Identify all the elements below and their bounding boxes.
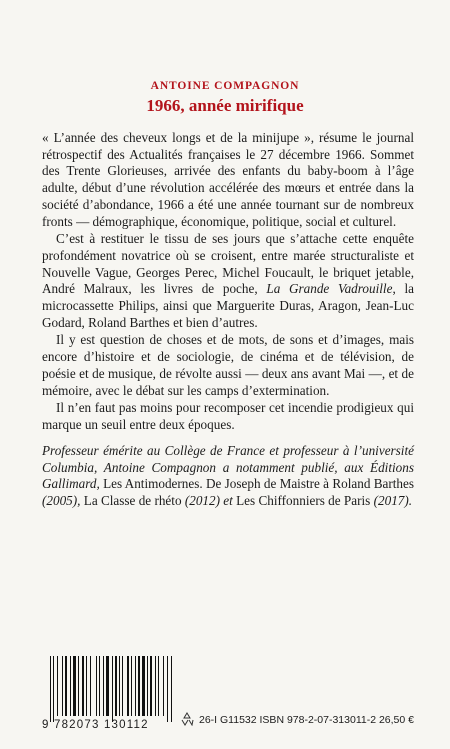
blurb-paragraph-1: « L’année des cheveux longs et de la minijupe », résume le journal rétrospectif des Actualités françaises le 27 décembre 1966. Sommet des Trente Glorieuses, arrivée des enfants du baby-boom à l’âge adulte, début d’une révolution accélérée des mœurs et entrée dans la société d’abondance, 1966 a été une année tournant sur de nombreux fronts — démographique, économique, politique, social et culturel.	[42, 130, 414, 229]
book-title: 1966, année mirifique	[146, 96, 304, 115]
author-bio	[42, 443, 414, 511]
bio-year-1: (2005),	[42, 493, 84, 509]
barcode-bar	[65, 656, 67, 716]
barcode-bar	[147, 656, 148, 716]
blurb-paragraph-4: Il n’en faut pas moins pour recomposer cet incendie prodigieux qui marque un seuil entre deux époques.	[42, 400, 414, 432]
barcode-bar	[115, 656, 117, 716]
barcode-bar	[135, 656, 136, 716]
blurb-paragraph-2	[42, 231, 414, 331]
bio-book-3: La Classe de rhéto	[83, 493, 182, 509]
barcode-bar	[70, 656, 71, 716]
blurb-paragraph-2-text-end: , la microcassette Philips, ainsi que Marguerite Duras, Aragon, Jean-Luc Godard, Roland Barthes et bien d’autres.	[42, 281, 414, 330]
barcode-bar	[131, 656, 132, 716]
barcode-bar	[112, 656, 113, 722]
bio-book-4: Les Chiffonniers de Paris	[236, 493, 371, 509]
barcode-bar	[142, 656, 145, 716]
bio-intro: Professeur émérite au Collège de France et professeur à l’université Columbia, Antoine Compagnon a notamment publié, aux Éditions Gallimard,	[42, 443, 414, 492]
barcode-bar	[50, 656, 51, 722]
film-title: La Grande Vadrouille	[266, 281, 393, 297]
blurb	[42, 130, 414, 435]
barcode-bar	[127, 656, 129, 716]
author-bio-paragraph	[42, 443, 414, 510]
price: 26,50 €	[378, 714, 414, 726]
barcode-bar	[57, 656, 58, 716]
barcode-bar	[62, 656, 63, 716]
barcode-bar	[119, 656, 120, 716]
barcode-bar	[167, 656, 168, 722]
barcode-bar	[90, 656, 92, 716]
barcode-bar	[82, 656, 84, 716]
barcode-number: 9 782073 130112	[42, 719, 149, 731]
bio-separator: .	[199, 476, 206, 492]
isbn-barcode	[42, 656, 176, 732]
barcode-bar	[96, 656, 97, 716]
bio-book-1: Les Antimodernes	[103, 476, 200, 492]
product-code: 26-I G11532 ISBN 978-2-07-313011-2	[199, 714, 377, 726]
barcode-bar	[138, 656, 140, 716]
barcode-bar	[106, 656, 109, 716]
barcode-bar	[171, 656, 172, 722]
recycle-icon	[180, 712, 194, 726]
barcode-bar	[150, 656, 152, 716]
bio-year-2: (2012) et	[181, 493, 237, 509]
barcode-bar	[78, 656, 79, 716]
barcode-bar	[122, 656, 123, 716]
bio-book-2: De Joseph de Maistre à Roland Barthes	[205, 476, 415, 492]
barcode-bar	[53, 656, 54, 722]
barcode-bar	[86, 656, 87, 716]
blurb-paragraph-2-text: C’est à restituer le tissu de ses jours que s’attache cette enquête profondément novatrice où se croisent, entre marée structuraliste et Nouvelle Vague, Georges Perec, Michel Foucault, le briquet jetable, André Malraux, les livres de poche,	[42, 231, 414, 297]
bio-year-3: (2017).	[370, 493, 413, 509]
author-name: ANTOINE COMPAGNON	[150, 80, 300, 92]
blurb-paragraph-3: Il y est question de choses et de mots, de sons et d’images, mais encore d’histoire et de sociologie, de cinéma et de télévision, de poésie et de musique, de révolte aussi — deux ans avant Mai —, et de mémoire, avec le débat sur les camps d’extermination.	[42, 332, 414, 398]
barcode-bar	[103, 656, 104, 716]
barcode-bar	[158, 656, 159, 716]
barcode-bar	[155, 656, 156, 716]
barcode-bar	[99, 656, 100, 716]
barcode-bar	[163, 656, 164, 716]
barcode-bars	[50, 656, 172, 718]
barcode-bar	[73, 656, 76, 716]
